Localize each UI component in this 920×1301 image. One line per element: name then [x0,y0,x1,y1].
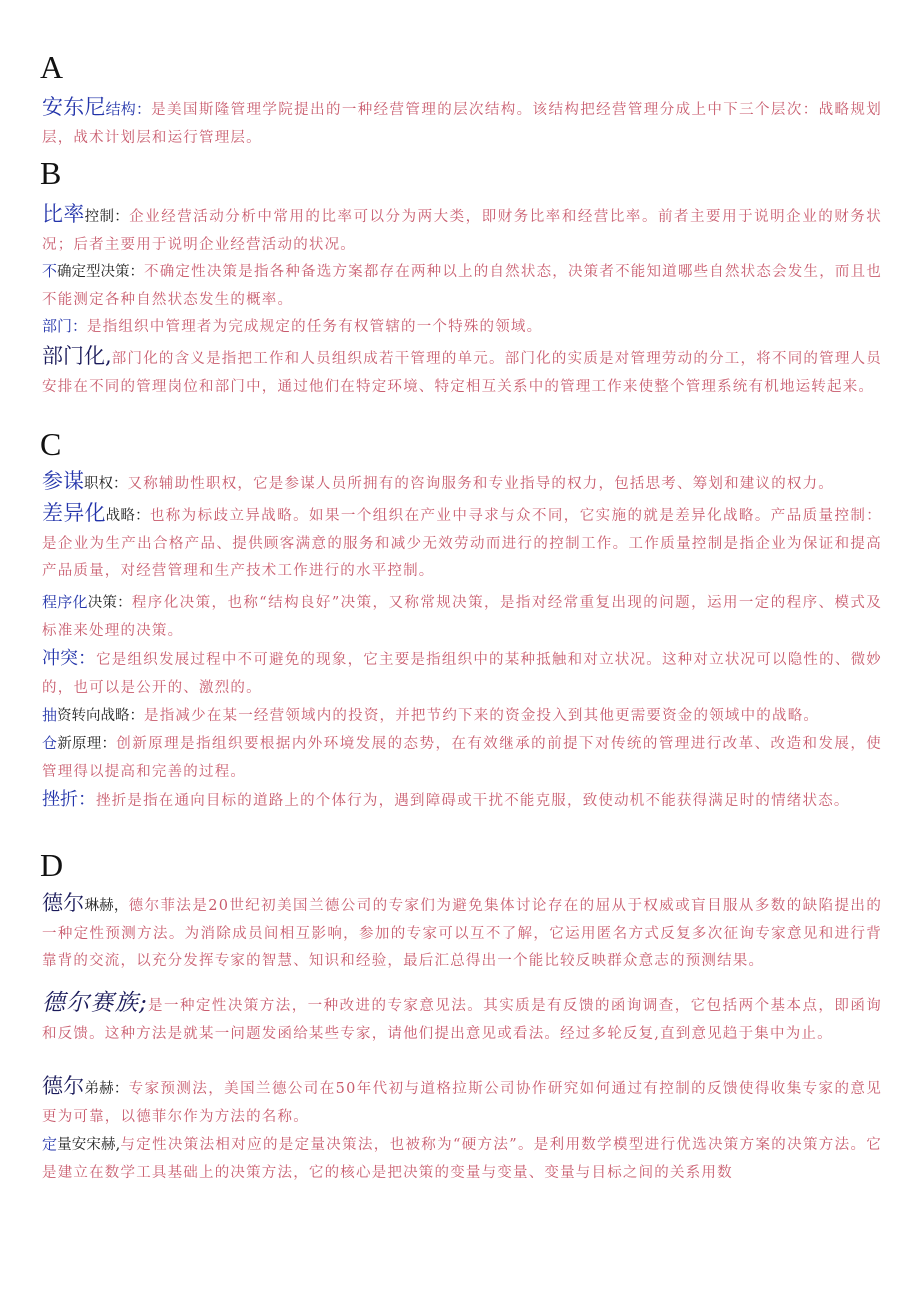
entry-innovation-principle [42,730,882,786]
entry-department [42,313,882,342]
entry-divestment-strategy [42,702,882,731]
entry-staff-authority [42,468,882,499]
term: 参谋 [42,469,84,493]
term: 冲突： [42,648,97,669]
definition: 它是组织发展过程中不可避免的现象，它主要是指组织中的某种抵触和对立状况。这种对立状况可以隐性的、微妙的，也可以是公开的、激烈的。 [42,652,883,696]
entry-ratio-control [42,201,882,259]
term-suffix: 控制： [84,209,130,225]
section-letter-d: D [40,847,64,883]
term-suffix: 新原理： [57,736,117,752]
entry-uncertain-decision [42,258,882,314]
term-suffix: 琳赫， [84,898,129,914]
term: 定 [42,1135,58,1153]
section-letter-a: A [40,49,64,85]
term: 德尔赛族; [42,990,148,1016]
section-letter-b: B [40,155,62,191]
term: 不 [42,262,58,280]
definition: 是指组织中管理者为完成规定的任务有权管辖的一个特殊的领域。 [87,319,543,335]
term-suffix: 战略： [105,508,150,524]
entry-differentiation-strategy [42,500,882,586]
definition: 又称辅助性职权，它是参谋人员所拥有的咨询服务和专业指导的权力，包括思考、筹划和建议的权力。 [127,476,834,492]
entry-conflict [42,645,882,702]
term: 程序化 [42,593,88,611]
term-suffix: 量安宋赫, [57,1137,121,1153]
definition: 德尔菲法是20世纪初美国兰德公司的专家们为避免集体讨论存在的屈从于权威或盲目服从多数的缺陷提出的一种定性预测方法。为消除成员间相互影响，参加的专家可以互不了解，它运用匿名方式反复多次征询专家意见和进行背靠背的交流，以充分发挥专家的智慧、知识和经验，最后汇总得出一个能比较反映群众意志的预测结果。 [42,898,883,969]
term: 德尔 [42,1074,85,1098]
entry-anthony-structure [42,94,882,152]
definition: 创新原理是指组织要根据内外环境发展的态势，在有效继承的前提下对传统的管理进行改革、改造和发展，使管理得以提高和完善的过程。 [42,736,882,780]
term: 仓 [42,734,58,752]
term: 挫折： [42,789,96,810]
definition: 部门化的含义是指把工作和人员组织成若干管理的单元。部门化的实质是对管理劳动的分工，将不同的管理人员安排在不同的管理岗位和部门中，通过他们在特定环境、特定相互关系中的管理工作来使整个管理系统有机地运转起来。 [42,351,882,395]
entry-delphi-2 [42,990,882,1048]
term-suffix: 职权： [84,476,128,492]
definition: 挫折是指在通向目标的道路上的个体行为，遇到障碍或干扰不能克服，致使动机不能获得满足时的情绪状态。 [96,793,850,809]
definition: 是美国斯隆管理学院提出的一种经营管理的层次结构。该结构把经营管理分成上中下三个层次：战略规划层，战术计划层和运行管理层。 [42,102,882,146]
term: 部门化, [42,344,112,368]
section-letter-c: C [40,426,62,462]
definition: 也称为标歧立异战略。如果一个组织在产业中寻求与众不同，它实施的就是差异化战略。产品质量控制：是企业为生产出合格产品、提供顾客满意的服务和减少无效劳动而进行的控制工作。工作质量控制是指企业为保证和提高产品质量，对经营管理和生产技术工作进行的水平控制。 [42,508,883,579]
definition: 与定性决策法相对应的是定量决策法，也被称为“硬方法”。是利用数学模型进行优选决策方案的决策方法。它是建立在数学工具基础上的决策方法，它的核心是把决策的变量与变量、变量与目标之间的关系用数 [42,1137,882,1181]
definition: 是一种定性决策方法，一种改进的专家意见法。其实质是有反馈的函询调查，它包括两个基本点，即函询和反馈。这种方法是就某一问题发函给某些专家，请他们提出意见或看法。经过多轮反复,直到意见趋于集中为止。 [42,998,882,1042]
term-suffix: 确定型决策： [57,264,145,280]
entry-programmed-decision [42,589,882,645]
entry-delphi-1 [42,890,882,976]
definition: 企业经营活动分析中常用的比率可以分为两大类，即财务比率和经营比率。前者主要用于说明企业的财务状况；后者主要用于说明企业经营活动的状况。 [42,209,883,253]
term: 德尔 [42,891,85,915]
entry-frustration [42,786,882,816]
definition: 不确定性决策是指各种备选方案都存在两种以上的自然状态，决策者不能知道哪些自然状态会发生，而且也不能测定各种自然状态发生的概率。 [42,264,882,308]
term: 差异化 [42,501,106,525]
term-suffix: 资转向战略： [57,708,145,724]
term: 部门： [42,317,88,335]
entry-delphi-3 [42,1073,882,1131]
definition: 是指减少在某一经营领域内的投资，并把节约下来的资金投入到其他更需要资金的领域中的战略。 [144,708,820,724]
entry-quantitative-decision [42,1131,882,1187]
entry-departmentalization [42,343,882,401]
term: 比率 [42,202,85,226]
term: 安东尼 [42,95,106,119]
term-suffix: 弟赫： [84,1081,129,1097]
term-suffix: 结构： [105,100,152,118]
term: 抽 [42,706,58,724]
term-suffix: 决策： [87,595,132,611]
definition: 专家预测法，美国兰德公司在50年代初与道格拉斯公司协作研究如何通过有控制的反馈使得收集专家的意见更为可靠，以德菲尔作为方法的名称。 [42,1081,883,1125]
definition: 程序化决策，也称“结构良好”决策，又称常规决策，是指对经常重复出现的问题，运用一定的程序、模式及标准来处理的决策。 [42,595,882,639]
